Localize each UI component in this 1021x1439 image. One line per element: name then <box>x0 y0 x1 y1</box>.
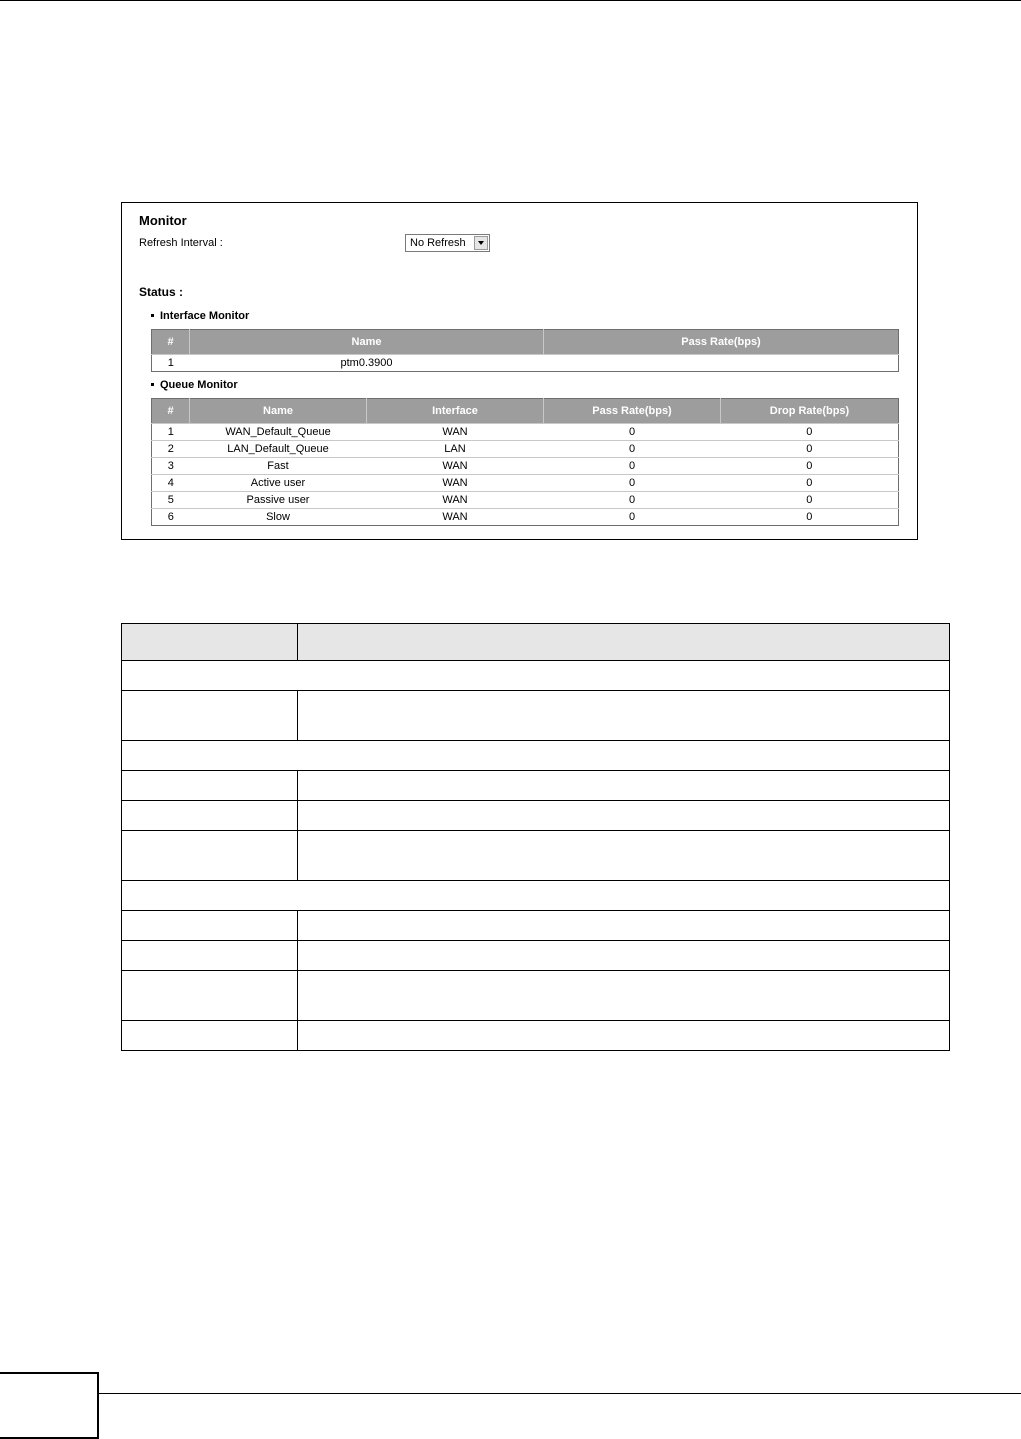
column-header: Drop Rate(bps) <box>721 399 899 424</box>
queue-monitor-title <box>151 379 238 391</box>
description-row <box>122 1021 950 1051</box>
description-cell <box>122 831 298 881</box>
description-cell <box>298 691 950 741</box>
table-cell <box>544 355 899 372</box>
table-cell: WAN <box>367 475 544 492</box>
description-table <box>121 623 950 1051</box>
table-header-row <box>152 330 899 355</box>
description-row <box>122 771 950 801</box>
description-header-row <box>122 624 950 661</box>
column-header: Interface <box>367 399 544 424</box>
table-cell: WAN_Default_Queue <box>190 424 367 441</box>
table-cell: Fast <box>190 458 367 475</box>
footer-rule <box>99 1393 1021 1394</box>
description-cell <box>298 831 950 881</box>
column-header: Pass Rate(bps) <box>544 399 721 424</box>
queue-monitor-table <box>151 398 899 526</box>
description-section-row <box>122 881 950 911</box>
table-cell: WAN <box>367 458 544 475</box>
table-header-row <box>152 399 899 424</box>
table-row <box>152 492 899 509</box>
description-cell <box>122 661 950 691</box>
table-cell: 0 <box>544 475 721 492</box>
table-cell: 5 <box>152 492 190 509</box>
interface-monitor-label: Interface Monitor <box>160 310 250 322</box>
table-row <box>152 355 899 372</box>
table-row <box>152 441 899 458</box>
table-cell: 0 <box>721 509 899 526</box>
chevron-down-icon[interactable] <box>474 236 488 250</box>
description-cell <box>122 911 298 941</box>
table-cell: 0 <box>721 441 899 458</box>
description-cell <box>122 941 298 971</box>
table-row <box>152 458 899 475</box>
description-cell <box>298 971 950 1021</box>
table-row <box>152 475 899 492</box>
bullet-icon <box>151 383 154 386</box>
table-cell: ptm0.3900 <box>190 355 544 372</box>
description-cell <box>122 771 298 801</box>
description-header-cell <box>298 624 950 661</box>
panel-title: Monitor <box>139 213 187 228</box>
description-cell <box>122 971 298 1021</box>
monitor-panel <box>121 202 918 540</box>
description-cell <box>122 801 298 831</box>
table-cell: LAN_Default_Queue <box>190 441 367 458</box>
description-cell <box>298 911 950 941</box>
description-cell <box>298 1021 950 1051</box>
description-cell <box>298 941 950 971</box>
table-cell: 0 <box>721 492 899 509</box>
table-cell: 0 <box>721 424 899 441</box>
table-cell: WAN <box>367 509 544 526</box>
table-cell: Active user <box>190 475 367 492</box>
description-cell <box>122 691 298 741</box>
column-header: # <box>152 330 190 355</box>
refresh-interval-select[interactable] <box>405 234 490 252</box>
column-header: # <box>152 399 190 424</box>
table-cell: 4 <box>152 475 190 492</box>
column-header: Name <box>190 330 544 355</box>
table-cell: 3 <box>152 458 190 475</box>
table-cell: 1 <box>152 424 190 441</box>
description-header-cell <box>122 624 298 661</box>
table-cell: WAN <box>367 424 544 441</box>
description-section-row <box>122 741 950 771</box>
table-cell: 0 <box>544 509 721 526</box>
table-cell: 6 <box>152 509 190 526</box>
description-row <box>122 831 950 881</box>
table-cell: 0 <box>544 492 721 509</box>
interface-monitor-title <box>151 310 249 322</box>
status-title: Status : <box>139 285 184 299</box>
description-cell <box>122 1021 298 1051</box>
queue-monitor-label: Queue Monitor <box>160 379 238 391</box>
column-header: Pass Rate(bps) <box>544 330 899 355</box>
table-cell: LAN <box>367 441 544 458</box>
table-row <box>152 509 899 526</box>
refresh-interval-label: Refresh Interval : <box>139 237 223 249</box>
refresh-interval-value: No Refresh <box>410 237 466 249</box>
description-cell <box>298 771 950 801</box>
description-section-row <box>122 661 950 691</box>
table-cell: 0 <box>721 458 899 475</box>
table-row <box>152 424 899 441</box>
table-cell: 0 <box>721 475 899 492</box>
table-cell: Passive user <box>190 492 367 509</box>
table-cell: 2 <box>152 441 190 458</box>
table-cell: 1 <box>152 355 190 372</box>
table-cell: 0 <box>544 424 721 441</box>
description-cell <box>298 801 950 831</box>
description-row <box>122 971 950 1021</box>
description-cell <box>122 741 950 771</box>
description-cell <box>122 881 950 911</box>
interface-monitor-table <box>151 329 899 372</box>
column-header: Name <box>190 399 367 424</box>
page-number-box <box>0 1372 99 1439</box>
table-cell: Slow <box>190 509 367 526</box>
table-cell: 0 <box>544 458 721 475</box>
description-row <box>122 691 950 741</box>
table-cell: 0 <box>544 441 721 458</box>
description-row <box>122 801 950 831</box>
table-cell: WAN <box>367 492 544 509</box>
header-rule <box>0 0 1021 1</box>
description-row <box>122 911 950 941</box>
description-row <box>122 941 950 971</box>
bullet-icon <box>151 314 154 317</box>
